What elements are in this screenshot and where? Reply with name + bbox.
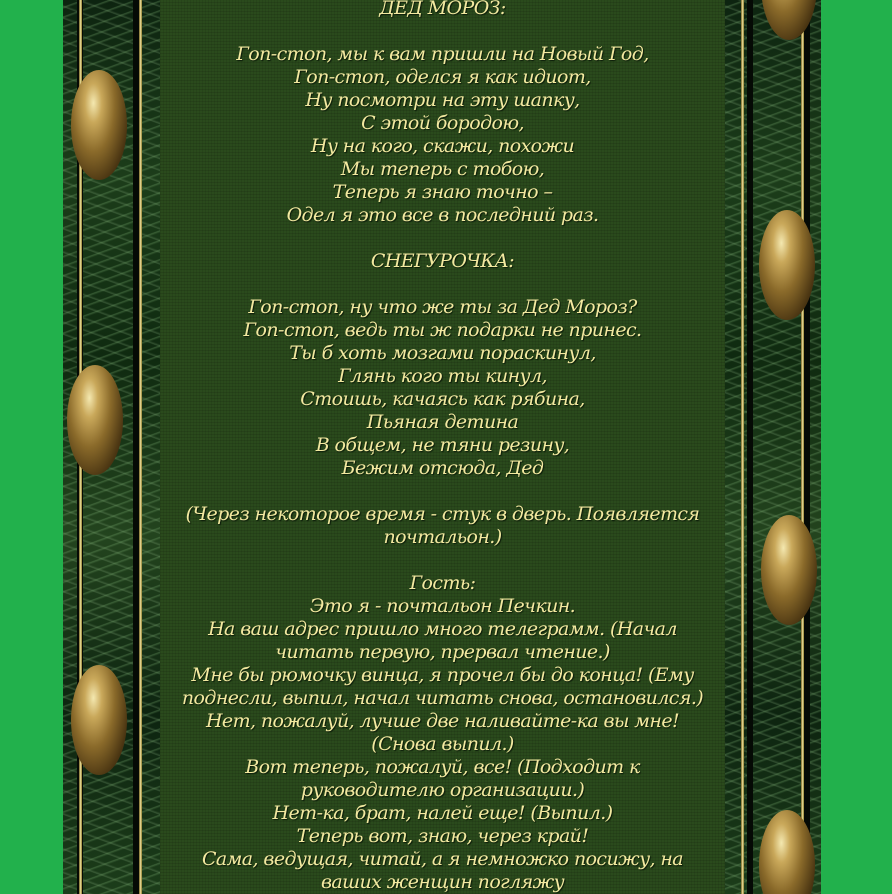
lyric-line: Теперь я знаю точно – bbox=[332, 181, 553, 203]
lyric-line: Гоп-стоп, ну что же ты за Дед Мороз? bbox=[248, 296, 637, 318]
left-border-gold-line-inner bbox=[139, 0, 142, 894]
right-decorative-border bbox=[725, 0, 821, 894]
lyric-line: Глянь кого ты кинул, bbox=[338, 365, 547, 387]
lyric-line: Нет, пожалуй, лучше две наливайте-ка вы мне! (Снова выпил.) bbox=[205, 710, 680, 755]
lyric-line: Вот теперь, пожалуй, все! (Подходит к руководителю организации.) bbox=[245, 756, 640, 801]
lyric-line: Гоп-стоп, ведь ты ж подарки не принес. bbox=[243, 319, 642, 341]
right-border-dark-line-inner bbox=[747, 0, 753, 894]
lyric-line: В общем, не тяни резину, bbox=[315, 434, 570, 456]
lyric-line: Стоишь, качаясь как рябина, bbox=[300, 388, 585, 410]
christmas-ball-icon bbox=[761, 515, 817, 625]
lyric-line: Ну посмотри на эту шапку, bbox=[305, 89, 580, 111]
lyric-line: Сама, ведущая, читай, а я немножко посижу, на ваших женщин погляжу bbox=[201, 848, 684, 893]
lyrics-text bbox=[160, 0, 725, 894]
christmas-ball-icon bbox=[71, 70, 127, 180]
lyric-line: Одел я это все в последний раз. bbox=[286, 204, 599, 226]
speaker-heading-ded-moroz: ДЕД МОРОЗ: bbox=[379, 0, 506, 19]
lyric-line: Гоп-стоп, мы к вам пришли на Новый Год, bbox=[236, 43, 649, 65]
lyric-line: Бежим отсюда, Дед bbox=[341, 457, 544, 479]
lyric-line: Мы теперь с тобою, bbox=[340, 158, 545, 180]
right-border-dark-line bbox=[804, 0, 810, 894]
stage-direction: (Через некоторое время - стук в дверь. Появляется почтальон.) bbox=[185, 503, 700, 548]
lyric-line: Мне бы рюмочку винца, я прочел бы до конца! (Ему поднесли, выпил, начал читать снова, остановился.) bbox=[181, 664, 704, 709]
speaker-heading-guest: Гость: bbox=[409, 572, 476, 594]
christmas-ball-icon bbox=[759, 210, 815, 320]
lyric-line: Ну на кого, скажи, похожи bbox=[310, 135, 575, 157]
lyric-line: Это я - почтальон Печкин. bbox=[309, 595, 576, 617]
christmas-ball-icon bbox=[67, 365, 123, 475]
lyric-line: С этой бородою, bbox=[361, 112, 524, 134]
christmas-ball-icon bbox=[71, 665, 127, 775]
lyric-line: На ваш адрес пришло много телеграмм. (Начал читать первую, прервал чтение.) bbox=[208, 618, 677, 663]
lyric-line: Теперь вот, знаю, через край! bbox=[296, 825, 589, 847]
lyric-line: Гоп-стоп, оделся я как идиот, bbox=[294, 66, 591, 88]
left-decorative-border bbox=[63, 0, 160, 894]
speaker-heading-snegurochka: СНЕГУРОЧКА: bbox=[370, 250, 515, 272]
lyric-line: Нет-ка, брат, налей еще! (Выпил.) bbox=[272, 802, 613, 824]
lyric-line: Пьяная детина bbox=[366, 411, 519, 433]
lyric-line: Ты б хоть мозгами пораскинул, bbox=[289, 342, 596, 364]
right-border-gold-line-inner bbox=[741, 0, 744, 894]
